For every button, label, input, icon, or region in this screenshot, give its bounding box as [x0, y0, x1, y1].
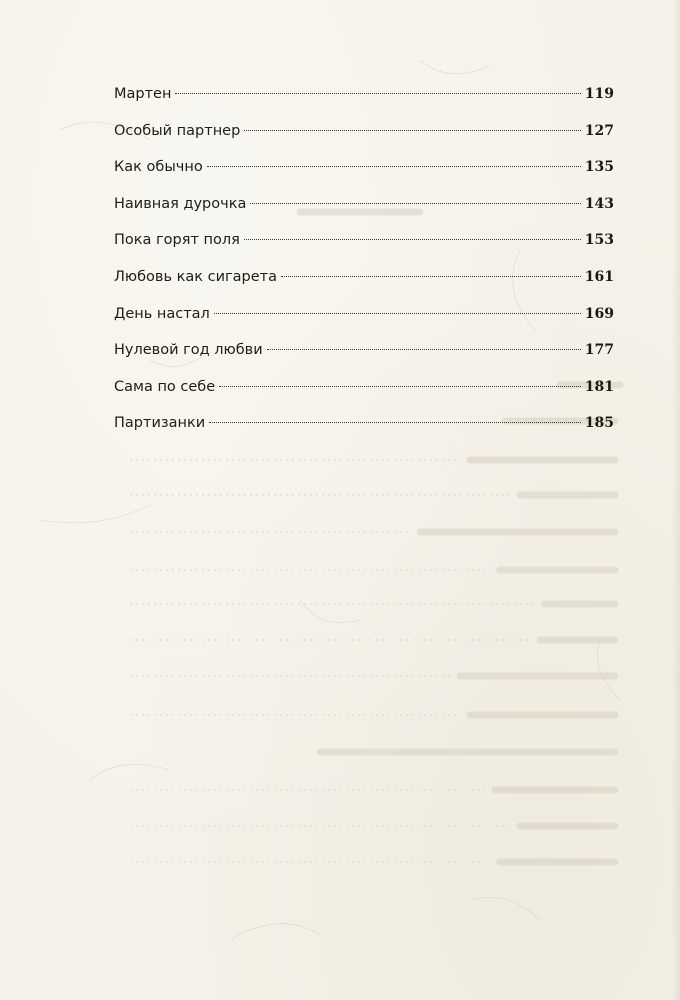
- toc-entry-title: Особый партнер: [114, 122, 241, 139]
- toc-entry-title: Пока горят поля: [114, 232, 240, 249]
- toc-entry: [114, 86, 614, 123]
- toc-page-number: 143: [584, 195, 614, 212]
- toc-dot-leader: [244, 130, 580, 131]
- toc-entry: [114, 306, 614, 343]
- toc-entry-title: Сама по себе: [114, 378, 216, 395]
- toc-entry-title: Наивная дурочка: [114, 195, 247, 212]
- toc-dot-leader: [267, 349, 581, 350]
- page-edge-shadow: [672, 0, 680, 1000]
- toc-dot-leader: [214, 313, 581, 314]
- toc-page-number: 119: [584, 86, 614, 102]
- toc-page-number: 181: [584, 378, 614, 395]
- toc-entry-title: Мартен: [114, 86, 172, 102]
- toc-page-number: 135: [584, 159, 614, 176]
- toc-dot-leader: [244, 239, 581, 240]
- toc-dot-leader: [175, 93, 580, 94]
- toc-dot-leader: [281, 276, 581, 277]
- toc-page-number: 169: [584, 305, 614, 322]
- toc-page-number: 161: [584, 268, 614, 285]
- toc-entry: [114, 232, 614, 269]
- toc-dot-leader: [250, 203, 580, 204]
- toc-entry: [114, 269, 614, 306]
- toc-entry: [114, 196, 614, 233]
- toc-dot-leader: [219, 386, 581, 387]
- toc-entry-title: Любовь как сигарета: [114, 268, 277, 285]
- toc-dot-leader: [207, 166, 581, 167]
- toc-entry: [114, 159, 614, 196]
- toc-entry-title: День настал: [114, 305, 210, 322]
- toc-page-number: 177: [584, 342, 614, 359]
- toc-page-number: 153: [584, 232, 614, 249]
- toc-entry: [114, 123, 614, 160]
- toc-dot-leader: [209, 422, 581, 423]
- toc-entry: [114, 342, 614, 379]
- toc-entry-title: Партизанки: [114, 415, 206, 432]
- toc-entry: [114, 415, 614, 452]
- toc-page-number: 127: [584, 122, 614, 139]
- toc-page-number: 185: [584, 415, 614, 432]
- table-of-contents: [114, 86, 614, 452]
- toc-entry: [114, 379, 614, 416]
- toc-entry-title: Как обычно: [114, 159, 203, 176]
- toc-entry-title: Нулевой год любви: [114, 342, 263, 359]
